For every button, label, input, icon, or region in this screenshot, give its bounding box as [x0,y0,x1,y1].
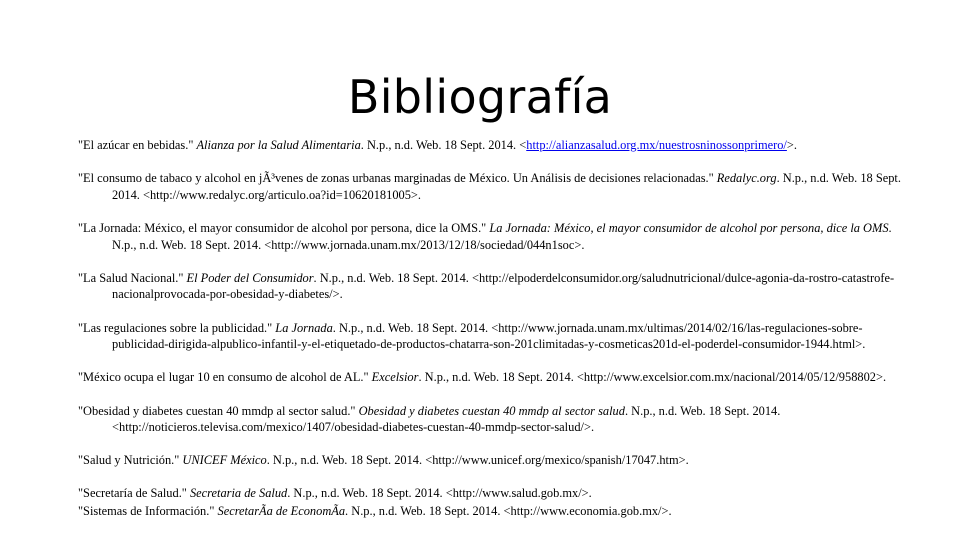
reference-end: >. [410,187,422,202]
reference-end: >. [786,138,797,152]
reference-url: http://elpoderdelconsumidor.org/saludnutricional/dulce-agonia-da-rostro-catastrofe-nacionalprovocada-por-obesidad-y-diabetes/ [112,270,895,302]
reference-url: http://www.economia.gob.mx/ [510,504,662,519]
reference-pub: . N.p., n.d. Web. 18 Sept. 2014. < [112,220,892,252]
reference-pub: . N.p., n.d. Web. 18 Sept. 2014. < [112,403,781,435]
reference-url: http://www.salud.gob.mx/ [452,486,582,501]
reference-entry [78,320,908,353]
reference-source: La Jornada: México, el mayor consumidor de alcohol por persona, dice la OMS [489,220,889,235]
reference-entry [78,137,908,154]
reference-end: >. [678,453,689,468]
reference-source: Alianza por la Salud Alimentaria [196,138,361,152]
reference-end: >. [581,486,592,501]
reference-title: "El consumo de tabaco y alcohol en jÃ³venes de zonas urbanas marginadas de México. Un Análisis de decisiones relacionadas." [78,171,717,186]
reference-url: http://www.redalyc.org/articulo.oa?id=10620181005 [149,187,411,202]
reference-source: Secretaria de Salud [189,486,288,501]
reference-title: "México ocupa el lugar 10 en consumo de alcohol de AL." [78,370,372,385]
reference-entry [78,452,908,469]
reference-pub: . N.p., n.d. Web. 18 Sept. 2014. < [266,453,433,468]
reference-entry [78,220,908,253]
reference-title: "La Jornada: México, el mayor consumidor de alcohol por persona, dice la OMS." [78,220,490,235]
reference-entry [78,403,908,436]
reference-title: "Secretaría de Salud." [78,486,190,501]
reference-pub: . N.p., n.d. Web. 18 Sept. 2014. < [112,171,901,202]
reference-url: http://www.jornada.unam.mx/2013/12/18/sociedad/044n1soc [271,237,575,252]
reference-end: >. [583,420,595,435]
reference-title: "El azúcar en bebidas." [78,138,197,152]
reference-entry [78,485,908,502]
reference-end: >. [574,237,585,252]
reference-title: "Sistemas de Información." [78,504,218,519]
reference-url: http://www.excelsior.com.mx/nacional/2014/05/12/958802 [583,370,876,385]
bibliography-list [78,137,908,521]
reference-entry [78,170,908,203]
reference-source: La Jornada [275,320,333,335]
reference-title: "Las regulaciones sobre la publicidad." [78,320,276,335]
reference-end: >. [332,287,343,302]
reference-end: >. [661,504,672,519]
reference-source: UNICEF México [182,453,267,468]
reference-source: SecretarÃa de EconomÃa [217,504,346,519]
reference-source: Obesidad y diabetes cuestan 40 mmdp al sector salud [358,403,625,418]
reference-title: "La Salud Nacional." [78,270,187,285]
reference-end: >. [855,337,866,352]
reference-source: Excelsior [371,370,419,385]
reference-pub: . N.p., n.d. Web. 18 Sept. 2014. < [332,320,499,335]
reference-title: "Salud y Nutrición." [78,453,183,468]
reference-link[interactable]: http://alianzasalud.org.mx/nuestrosninossonprimero/ [526,138,787,152]
reference-title: "Obesidad y diabetes cuestan 40 mmdp al sector salud." [78,403,359,418]
reference-source: El Poder del Consumidor [186,270,314,285]
reference-pub: . N.p., n.d. Web. 18 Sept. 2014. < [418,370,584,385]
reference-entry [78,503,908,520]
reference-pub: . N.p., n.d. Web. 18 Sept. 2014. < [287,486,453,501]
reference-pub: . N.p., n.d. Web. 18 Sept. 2014. < [345,504,511,519]
reference-url: http://noticieros.televisa.com/mexico/1407/obesidad-diabetes-cuestan-40-mmdp-sector-salud/ [119,420,584,435]
reference-entry [78,369,908,386]
reference-url: http://www.unicef.org/mexico/spanish/17047.htm [432,453,679,468]
reference-url: http://www.jornada.unam.mx/ultimas/2014/02/16/las-regulaciones-sobre-publicidad-dirigida-alpublico-infantil-y-el-etiquetado-de-productos-chatarra-son-201climitadas-y-cosmeticas201d-el-poderdel-consumidor-1944.html [112,320,863,352]
reference-pub: . N.p., n.d. Web. 18 Sept. 2014. < [313,270,479,285]
reference-entry [78,270,908,303]
slide-title: Bibliografía [347,69,613,124]
reference-pub: . N.p., n.d. Web. 18 Sept. 2014. < [360,138,527,152]
reference-end: >. [875,370,887,385]
reference-source: Redalyc.org [716,171,777,186]
